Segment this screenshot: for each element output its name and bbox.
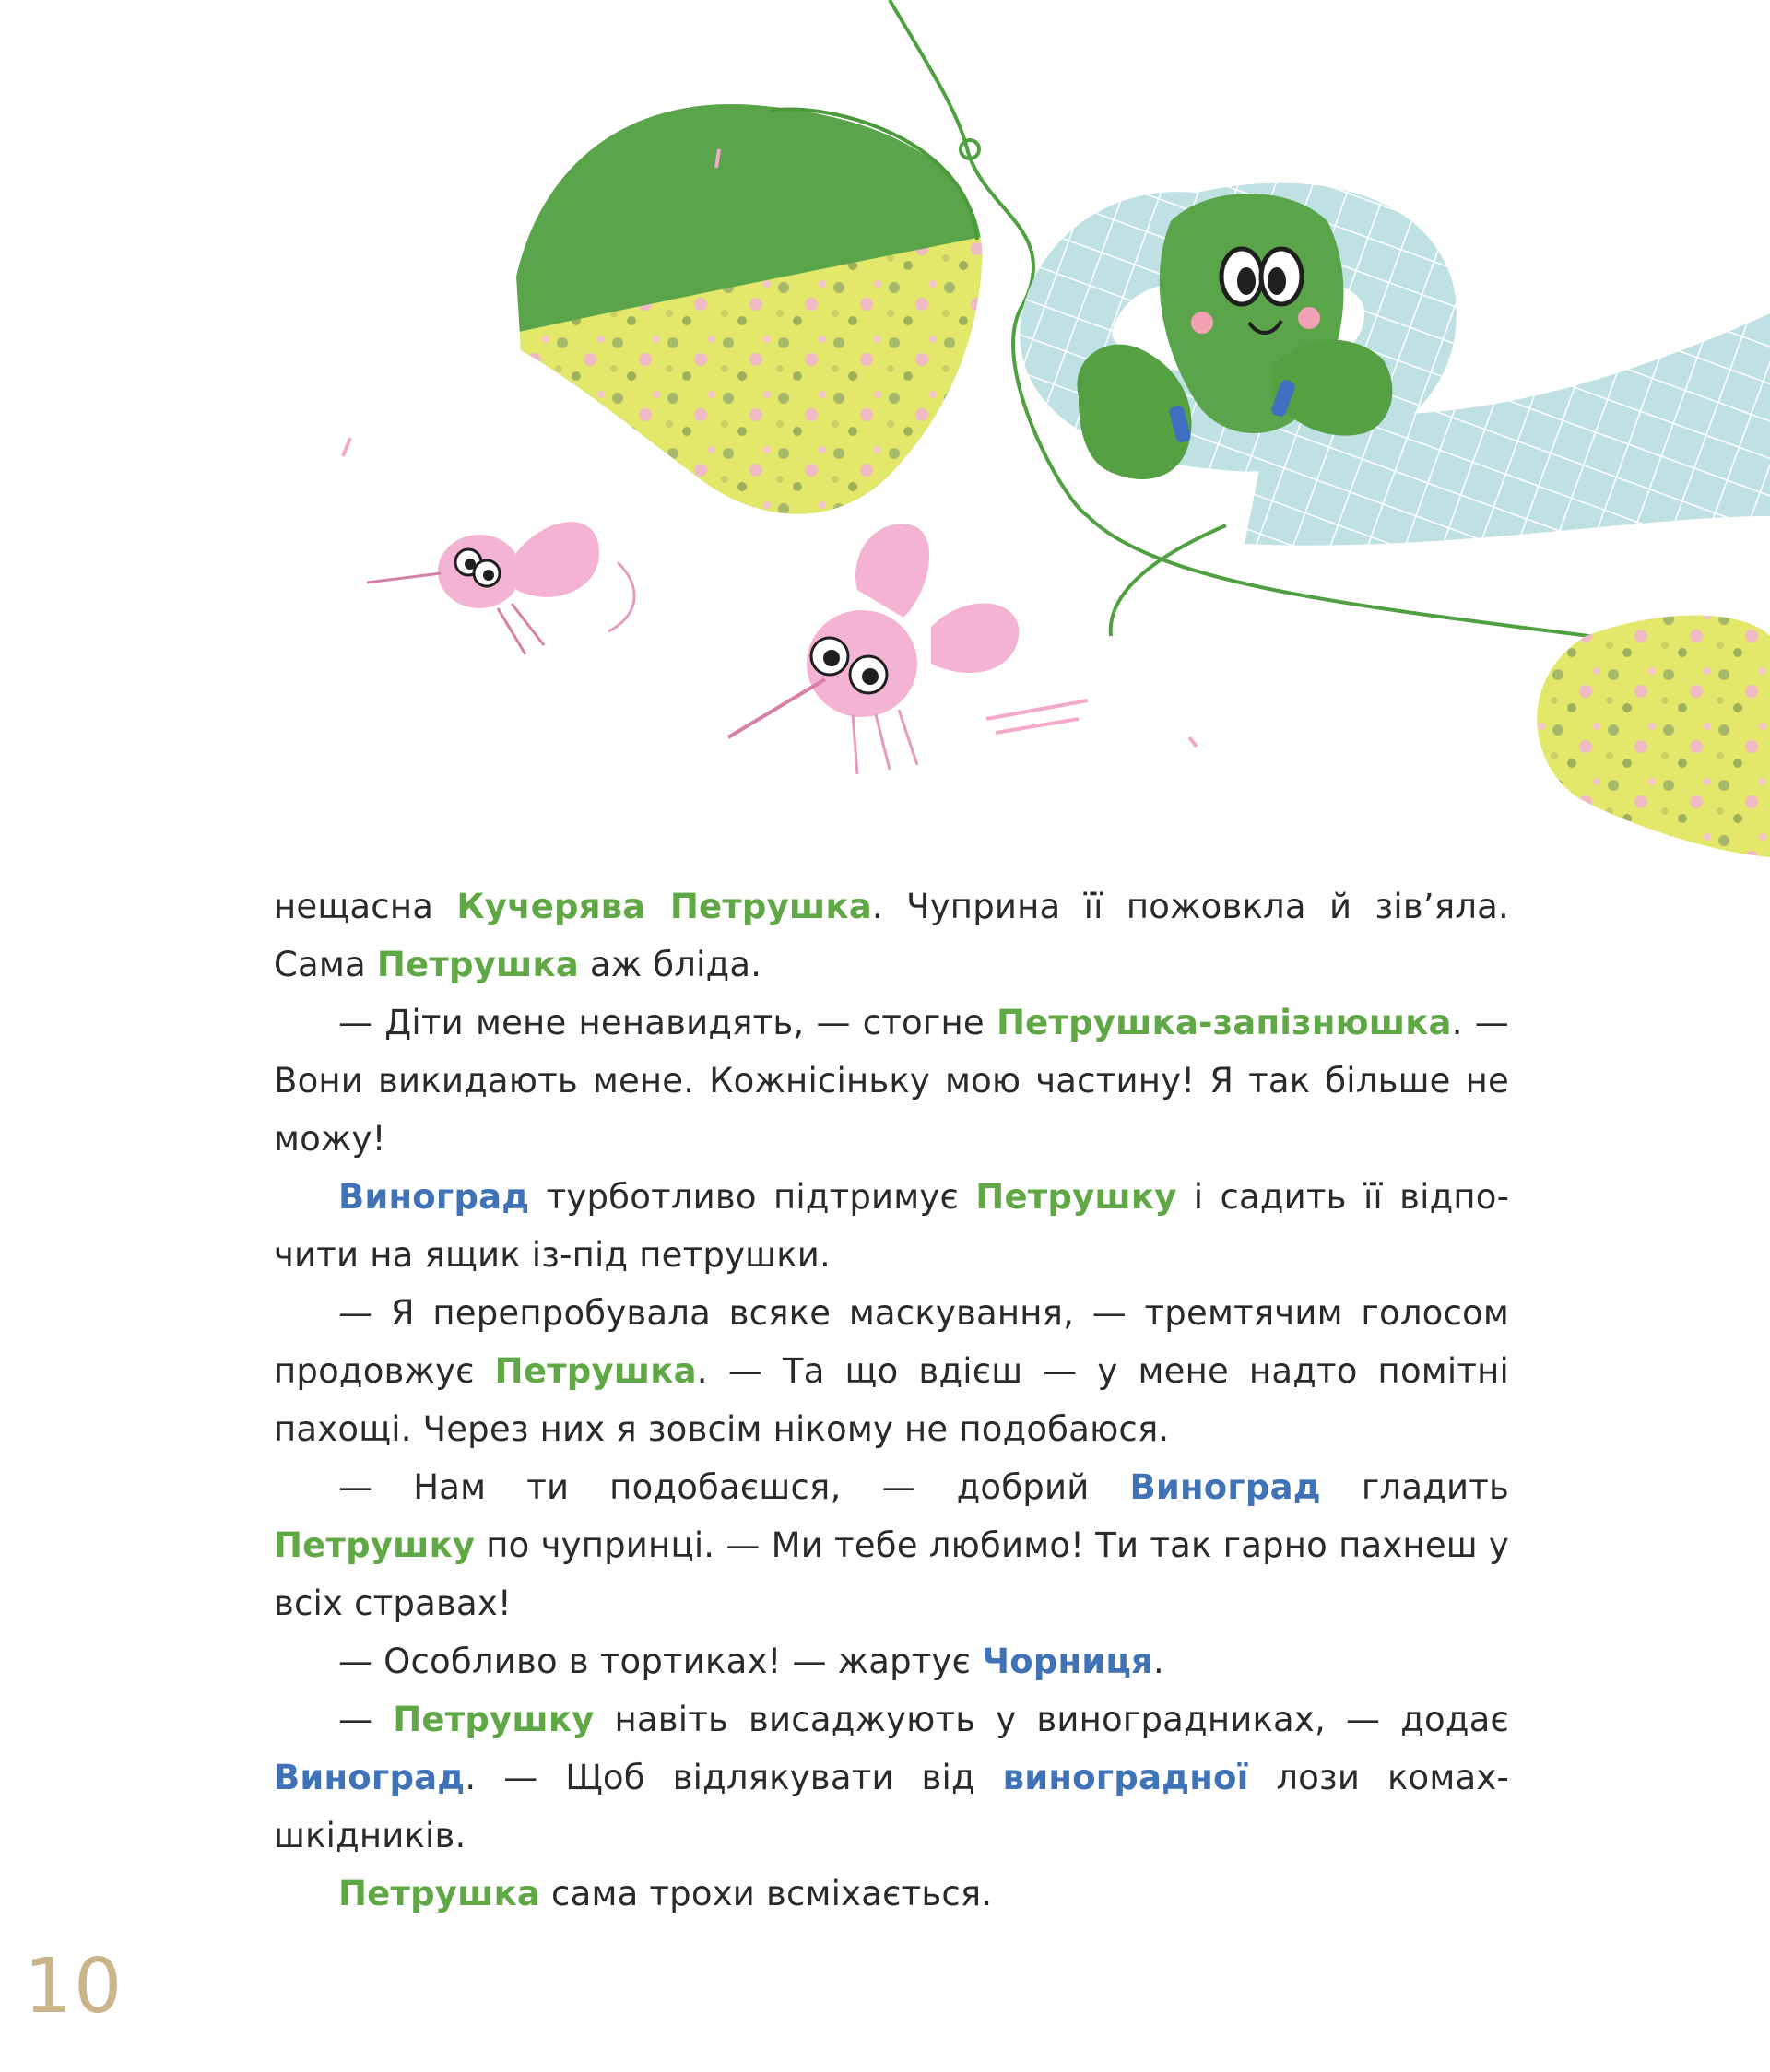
character-name: Петрушка	[494, 1351, 697, 1391]
story-paragraph: Виноград турботливо підтримує Петрушку і садить її відпочити на ящик із-під петрушки.	[274, 1177, 1510, 1275]
story-text	[274, 877, 1509, 1923]
mosquito	[728, 524, 1019, 774]
story-paragraph: — Я перепробувала всяке маскування, — тремтячим голосом продовжує Петрушка. — Та що вдієш — у мене надто помітні пахощі. Через них я зовсім нікому не подобаюся.	[274, 1293, 1510, 1449]
character-name: Петрушка	[338, 1874, 541, 1913]
character-name: Виноград	[274, 1758, 466, 1797]
story-paragraph: нещасна Кучерява Петрушка. Чуприна її пожовкла й зів’яла. Сама Петрушка аж бліда.	[274, 887, 1510, 984]
story-paragraph: — Діти мене ненавидять, — стогне Петрушка-запізнюшка. — Вони викидають мене. Кожнісіньку мою частину! Я так більше не можу!	[274, 1003, 1509, 1159]
story-paragraph: — Особливо в тортиках! — жартує Чорниця.	[338, 1642, 1164, 1681]
character-name: Петрушку	[393, 1700, 595, 1739]
character-name: Петрушку	[975, 1177, 1177, 1217]
character-name: Кучерява Петрушка	[456, 887, 872, 926]
highlighted-word: виноградної	[1002, 1758, 1249, 1797]
character-name: Петрушку	[274, 1525, 476, 1565]
character-name: Петрушка	[376, 945, 579, 984]
leaf-shape	[1537, 616, 1770, 858]
illustration	[0, 0, 1770, 866]
mosquito	[367, 522, 634, 654]
story-paragraph: Петрушка сама трохи всміхається.	[338, 1874, 993, 1913]
page-number: 10	[24, 1943, 124, 2031]
story-paragraph: — Нам ти подобаєшся, — добрий Виноград гладить Петрушку по чупринці. — Ми тебе любимо! Ти так гарно пахнеш у всіх стравах!	[274, 1467, 1509, 1623]
leaf-shape	[498, 74, 1014, 553]
character-name: Петрушка-запізнюшка	[996, 1003, 1452, 1042]
character-name: Виноград	[1129, 1467, 1321, 1507]
character-name: Чорниця	[982, 1642, 1153, 1681]
story-paragraph: — Петрушку навіть висаджують у виноградниках, — додає Виноград. — Щоб відлякувати від виноградної лози комах-шкідників.	[274, 1700, 1510, 1855]
character-name: Виноград	[338, 1177, 530, 1217]
